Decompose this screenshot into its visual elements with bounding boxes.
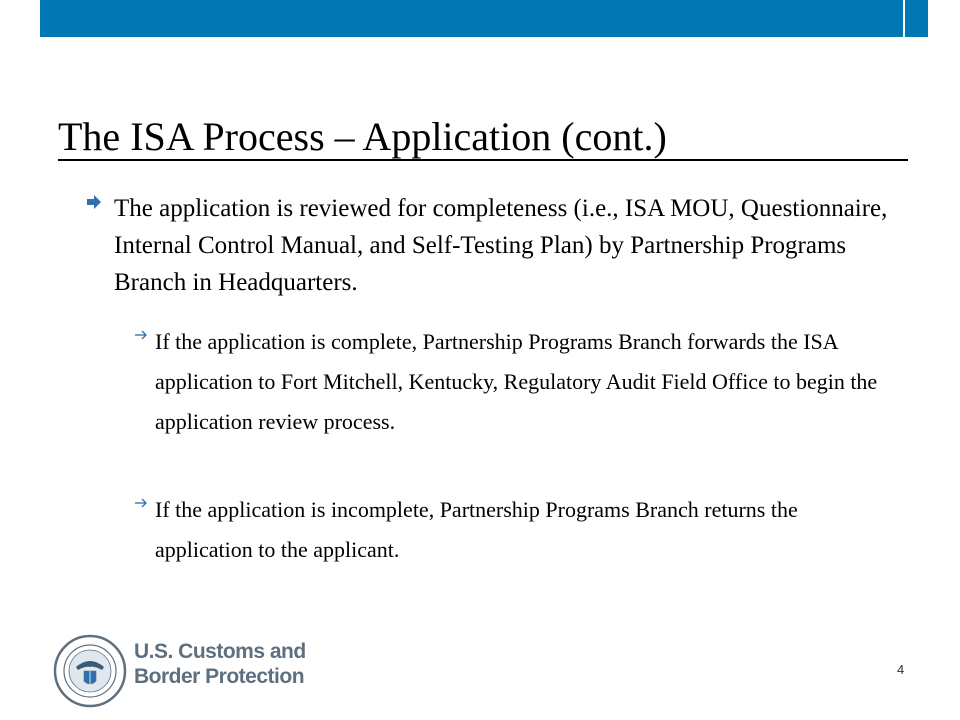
page-number: 4 bbox=[897, 662, 905, 677]
sub-bullet-text: If the application is incomplete, Partnership Programs Branch returns the application to the applicant. bbox=[155, 497, 798, 562]
banner-divider bbox=[903, 0, 905, 37]
main-bullet-text: The application is reviewed for completeness (i.e., ISA MOU, Questionnaire, Internal Control Manual, and Self-Testing Plan) by Partnership Programs Branch in Headquarters. bbox=[114, 195, 888, 296]
sub-bullet-text: If the application is complete, Partnership Programs Branch forwards the ISA application to Fort Mitchell, Kentucky, Regulatory Audit Field Office to begin the application review process. bbox=[155, 329, 878, 434]
cbp-logo bbox=[52, 633, 306, 714]
logo-line-2: Border Protection bbox=[134, 665, 305, 688]
logo-wordmark bbox=[134, 639, 306, 689]
logo-line-1: U.S. Customs and bbox=[134, 640, 306, 663]
slide-title: The ISA Process – Application (cont.) bbox=[58, 114, 667, 159]
top-banner bbox=[40, 0, 928, 37]
dhs-seal-icon bbox=[52, 633, 128, 709]
sub-bullet-arrow-icon bbox=[134, 328, 148, 342]
sub-bullet-arrow-icon bbox=[134, 496, 148, 510]
title-underline bbox=[58, 159, 908, 161]
bullet-arrow-icon bbox=[86, 194, 102, 210]
